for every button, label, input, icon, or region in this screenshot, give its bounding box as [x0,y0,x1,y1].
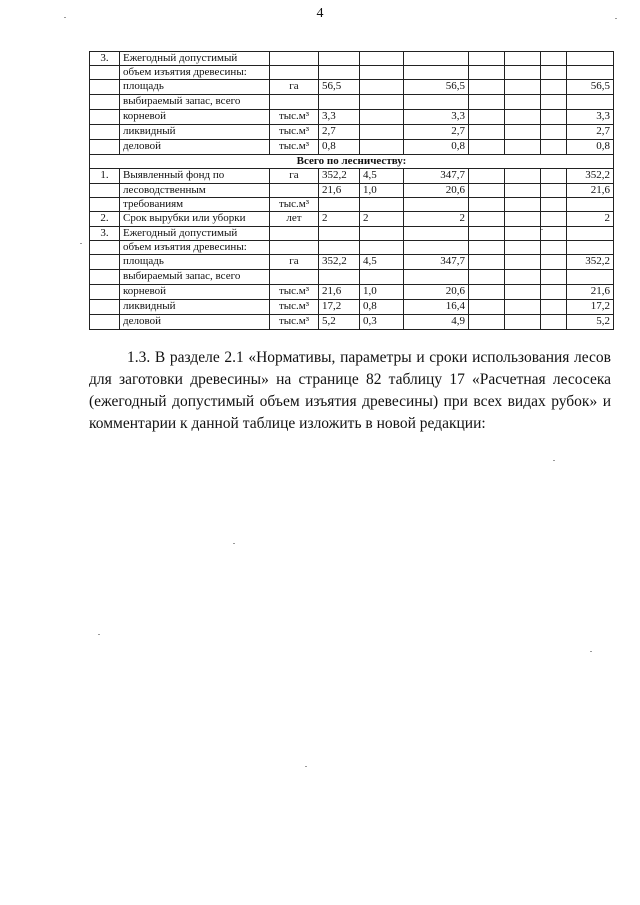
row-label: требованиям [120,198,270,212]
scan-speck [541,229,543,230]
value-cell [360,140,404,155]
table-row [90,212,614,227]
value-cell [541,300,567,315]
value-cell: 352,2 [319,169,360,184]
value-cell [541,140,567,155]
value-cell [567,198,614,212]
value-cell [360,110,404,125]
value-cell [404,241,469,255]
value-cell [469,270,505,285]
value-cell [505,198,541,212]
value-cell: 3,3 [567,110,614,125]
value-cell [505,255,541,270]
value-cell: 347,7 [404,169,469,184]
value-cell [319,52,360,66]
row-label: объем изъятия древесины: [120,241,270,255]
table-row [90,155,614,169]
value-cell [505,125,541,140]
value-cell [319,95,360,110]
row-unit: тыс.м³ [270,285,319,300]
row-unit [270,227,319,241]
section-heading: Всего по лесничеству: [90,155,614,169]
table-row [90,315,614,330]
value-cell [505,184,541,198]
row-number [90,255,120,270]
value-cell [567,66,614,80]
row-label: деловой [120,140,270,155]
value-cell [541,110,567,125]
value-cell [469,198,505,212]
value-cell [469,227,505,241]
value-cell: 0,3 [360,315,404,330]
value-cell [469,285,505,300]
row-label: Срок вырубки или уборки [120,212,270,227]
scan-speck [590,651,592,652]
value-cell [505,285,541,300]
value-cell [319,66,360,80]
value-cell: 352,2 [319,255,360,270]
table-row [90,52,614,66]
value-cell [505,241,541,255]
value-cell: 2,7 [404,125,469,140]
row-label: выбираемый запас, всего [120,95,270,110]
row-number: 3. [90,227,120,241]
table-row [90,285,614,300]
value-cell: 1,0 [360,184,404,198]
value-cell [469,184,505,198]
table-row [90,80,614,95]
row-unit: га [270,255,319,270]
cutting-volume-table [89,51,614,330]
value-cell [567,95,614,110]
value-cell: 20,6 [404,285,469,300]
value-cell [469,125,505,140]
value-cell: 17,2 [319,300,360,315]
row-label: лесоводственным [120,184,270,198]
value-cell [541,184,567,198]
row-label: корневой [120,285,270,300]
value-cell: 2 [567,212,614,227]
value-cell [404,198,469,212]
value-cell [541,270,567,285]
value-cell [319,241,360,255]
value-cell [541,241,567,255]
value-cell [360,198,404,212]
value-cell: 4,5 [360,255,404,270]
row-unit [270,184,319,198]
row-number [90,315,120,330]
table-row [90,227,614,241]
row-unit [270,270,319,285]
scan-speck [615,18,617,19]
row-number [90,300,120,315]
row-unit [270,95,319,110]
row-number [90,125,120,140]
value-cell [469,80,505,95]
value-cell [505,140,541,155]
value-cell [360,241,404,255]
row-unit: тыс.м³ [270,198,319,212]
value-cell [360,52,404,66]
value-cell: 20,6 [404,184,469,198]
row-unit: тыс.м³ [270,140,319,155]
row-unit [270,66,319,80]
value-cell [469,66,505,80]
row-label: ликвидный [120,300,270,315]
value-cell: 56,5 [319,80,360,95]
value-cell: 2 [319,212,360,227]
value-cell [319,198,360,212]
row-number [90,140,120,155]
value-cell: 4,5 [360,169,404,184]
value-cell [505,52,541,66]
value-cell [505,227,541,241]
value-cell [469,315,505,330]
value-cell [541,52,567,66]
value-cell [404,270,469,285]
value-cell [469,140,505,155]
value-cell: 3,3 [404,110,469,125]
value-cell [319,270,360,285]
table-row [90,140,614,155]
table-row [90,66,614,80]
row-number: 3. [90,52,120,66]
value-cell [360,125,404,140]
value-cell [567,270,614,285]
row-label: площадь [120,80,270,95]
value-cell: 347,7 [404,255,469,270]
table-body [90,52,614,330]
value-cell [567,227,614,241]
row-unit [270,52,319,66]
value-cell [505,80,541,95]
value-cell: 56,5 [404,80,469,95]
value-cell: 1,0 [360,285,404,300]
value-cell [404,66,469,80]
table-row [90,169,614,184]
row-label: объем изъятия древесины: [120,66,270,80]
value-cell [469,110,505,125]
value-cell [469,169,505,184]
row-number: 1. [90,169,120,184]
row-unit: га [270,169,319,184]
row-number [90,66,120,80]
row-number [90,110,120,125]
value-cell [541,66,567,80]
row-unit [270,241,319,255]
value-cell [360,270,404,285]
value-cell: 2 [360,212,404,227]
row-unit: лет [270,212,319,227]
value-cell: 4,9 [404,315,469,330]
row-label: Выявленный фонд по [120,169,270,184]
table-row [90,270,614,285]
value-cell [541,169,567,184]
amendment-paragraph: 1.3. В разделе 2.1 «Нормативы, параметры и сроки использования лесов для заготовки древесины» на странице 82 таблицу 17 «Расчетная лесосека (ежегодный допустимый объем изъятия древесины) при всех видах рубок» и комментарии к данной таблице изложить в новой редакции: [89,349,611,432]
value-cell [541,95,567,110]
scan-speck [98,634,100,635]
value-cell: 352,2 [567,255,614,270]
value-cell [505,66,541,80]
value-cell: 5,2 [319,315,360,330]
value-cell [505,300,541,315]
value-cell [541,315,567,330]
value-cell: 352,2 [567,169,614,184]
row-label: корневой [120,110,270,125]
table-row [90,95,614,110]
value-cell [469,255,505,270]
value-cell: 21,6 [319,184,360,198]
row-number: 2. [90,212,120,227]
row-unit: га [270,80,319,95]
row-unit: тыс.м³ [270,300,319,315]
value-cell: 3,3 [319,110,360,125]
value-cell: 2,7 [319,125,360,140]
value-cell: 2,7 [567,125,614,140]
row-label: выбираемый запас, всего [120,270,270,285]
table-row [90,110,614,125]
value-cell: 21,6 [319,285,360,300]
value-cell [567,241,614,255]
table-row [90,255,614,270]
value-cell [505,169,541,184]
value-cell: 0,8 [567,140,614,155]
value-cell [404,227,469,241]
value-cell [541,212,567,227]
row-label: деловой [120,315,270,330]
value-cell: 0,8 [319,140,360,155]
value-cell [469,300,505,315]
table-row [90,125,614,140]
value-cell: 16,4 [404,300,469,315]
value-cell [469,241,505,255]
value-cell [567,52,614,66]
scan-speck [553,460,555,461]
value-cell [541,255,567,270]
value-cell [404,95,469,110]
scan-speck [80,243,82,244]
value-cell [541,285,567,300]
scan-speck [305,766,307,767]
value-cell: 0,8 [404,140,469,155]
scan-speck [64,17,66,18]
row-number [90,270,120,285]
value-cell: 0,8 [360,300,404,315]
row-label: Ежегодный допустимый [120,227,270,241]
row-label: Ежегодный допустимый [120,52,270,66]
value-cell [541,198,567,212]
row-label: площадь [120,255,270,270]
value-cell: 5,2 [567,315,614,330]
value-cell [360,227,404,241]
value-cell [469,95,505,110]
value-cell [360,95,404,110]
value-cell: 21,6 [567,184,614,198]
table-row [90,241,614,255]
row-number [90,198,120,212]
value-cell: 56,5 [567,80,614,95]
row-unit: тыс.м³ [270,110,319,125]
value-cell [541,80,567,95]
value-cell: 17,2 [567,300,614,315]
value-cell [505,212,541,227]
row-unit: тыс.м³ [270,315,319,330]
row-number [90,241,120,255]
row-number [90,285,120,300]
value-cell [505,270,541,285]
value-cell [319,227,360,241]
table-row [90,198,614,212]
value-cell [541,227,567,241]
value-cell [469,52,505,66]
row-number [90,95,120,110]
scan-speck [233,543,235,544]
table-row [90,300,614,315]
value-cell [404,52,469,66]
value-cell [505,95,541,110]
row-number [90,80,120,95]
row-unit: тыс.м³ [270,125,319,140]
value-cell: 2 [404,212,469,227]
row-label: ликвидный [120,125,270,140]
value-cell [469,212,505,227]
table-row [90,184,614,198]
value-cell [360,80,404,95]
value-cell [541,125,567,140]
value-cell: 21,6 [567,285,614,300]
value-cell [505,315,541,330]
value-cell [360,66,404,80]
row-number [90,184,120,198]
page-number: 4 [316,6,324,21]
value-cell [505,110,541,125]
